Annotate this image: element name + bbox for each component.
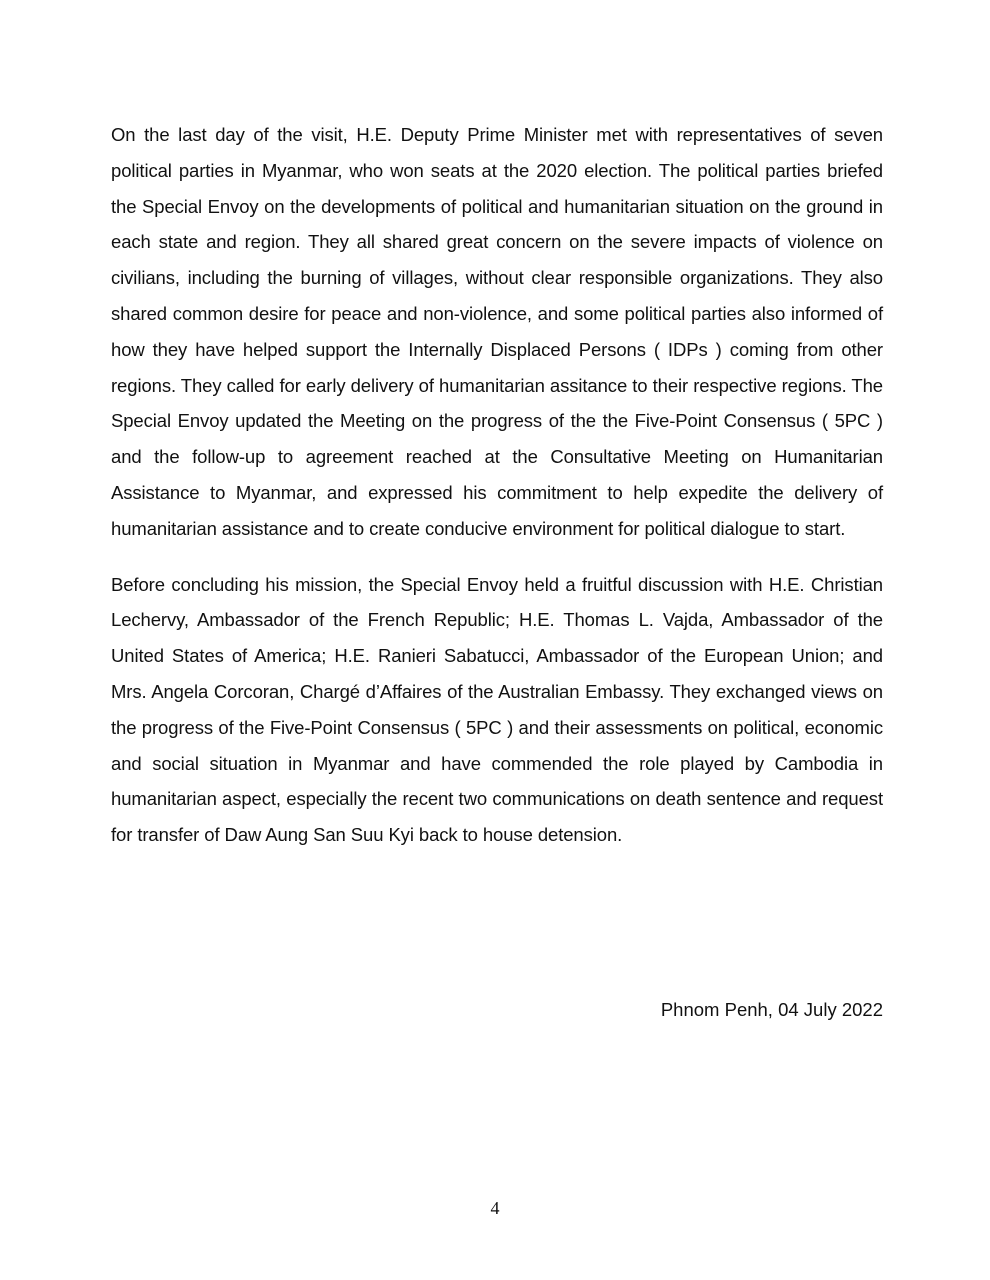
paragraph-mission-conclusion: Before concluding his mission, the Special Envoy held a fruitful discussion with H.E. Christian Lechervy, Ambassador of the French Republic; H.E. Thomas L. Vajda, Ambassador of the United States of America; H.E. Ranieri Sabatucci, Ambassador of the European Union; and Mrs. Angela Corcoran, Chargé d’Affaires of the Australian Embassy. They exchanged views on the progress of the Five-Point Consensus ( 5PC ) and their assessments on political, economic and social situation in Myanmar and have commended the role played by Cambodia in humanitarian aspect, especially the recent two communications on death sentence and request for transfer of Daw Aung San Suu Kyi back to house detension.: [111, 573, 883, 846]
paragraph-visit-summary: On the last day of the visit, H.E. Deputy Prime Minister met with representatives of seven political parties in Myanmar, who won seats at the 2020 election. The political parties briefed the Special Envoy on the developments of political and humanitarian situation on the ground in each state and region. They all shared great concern on the severe impacts of violence on civilians, including the burning of villages, without clear responsible organizations. They also shared common desire for peace and non-violence, and some political parties also informed of how they have helped support the Internally Displaced Persons ( IDPs ) coming from other regions. They called for early delivery of humanitarian assitance to their respective regions. The Special Envoy updated the Meeting on the progress of the the Five-Point Consensus ( 5PC ) and the follow-up to agreement reached at the Consultative Meeting on Humanitarian Assistance to Myanmar, and expressed his commitment to help expedite the delivery of humanitarian assistance and to create conducive environment for political dialogue to start.: [111, 124, 883, 539]
place-and-date: Phnom Penh, 04 July 2022: [660, 999, 883, 1020]
document-body: [111, 117, 883, 853]
page-number: 4: [490, 1198, 500, 1218]
